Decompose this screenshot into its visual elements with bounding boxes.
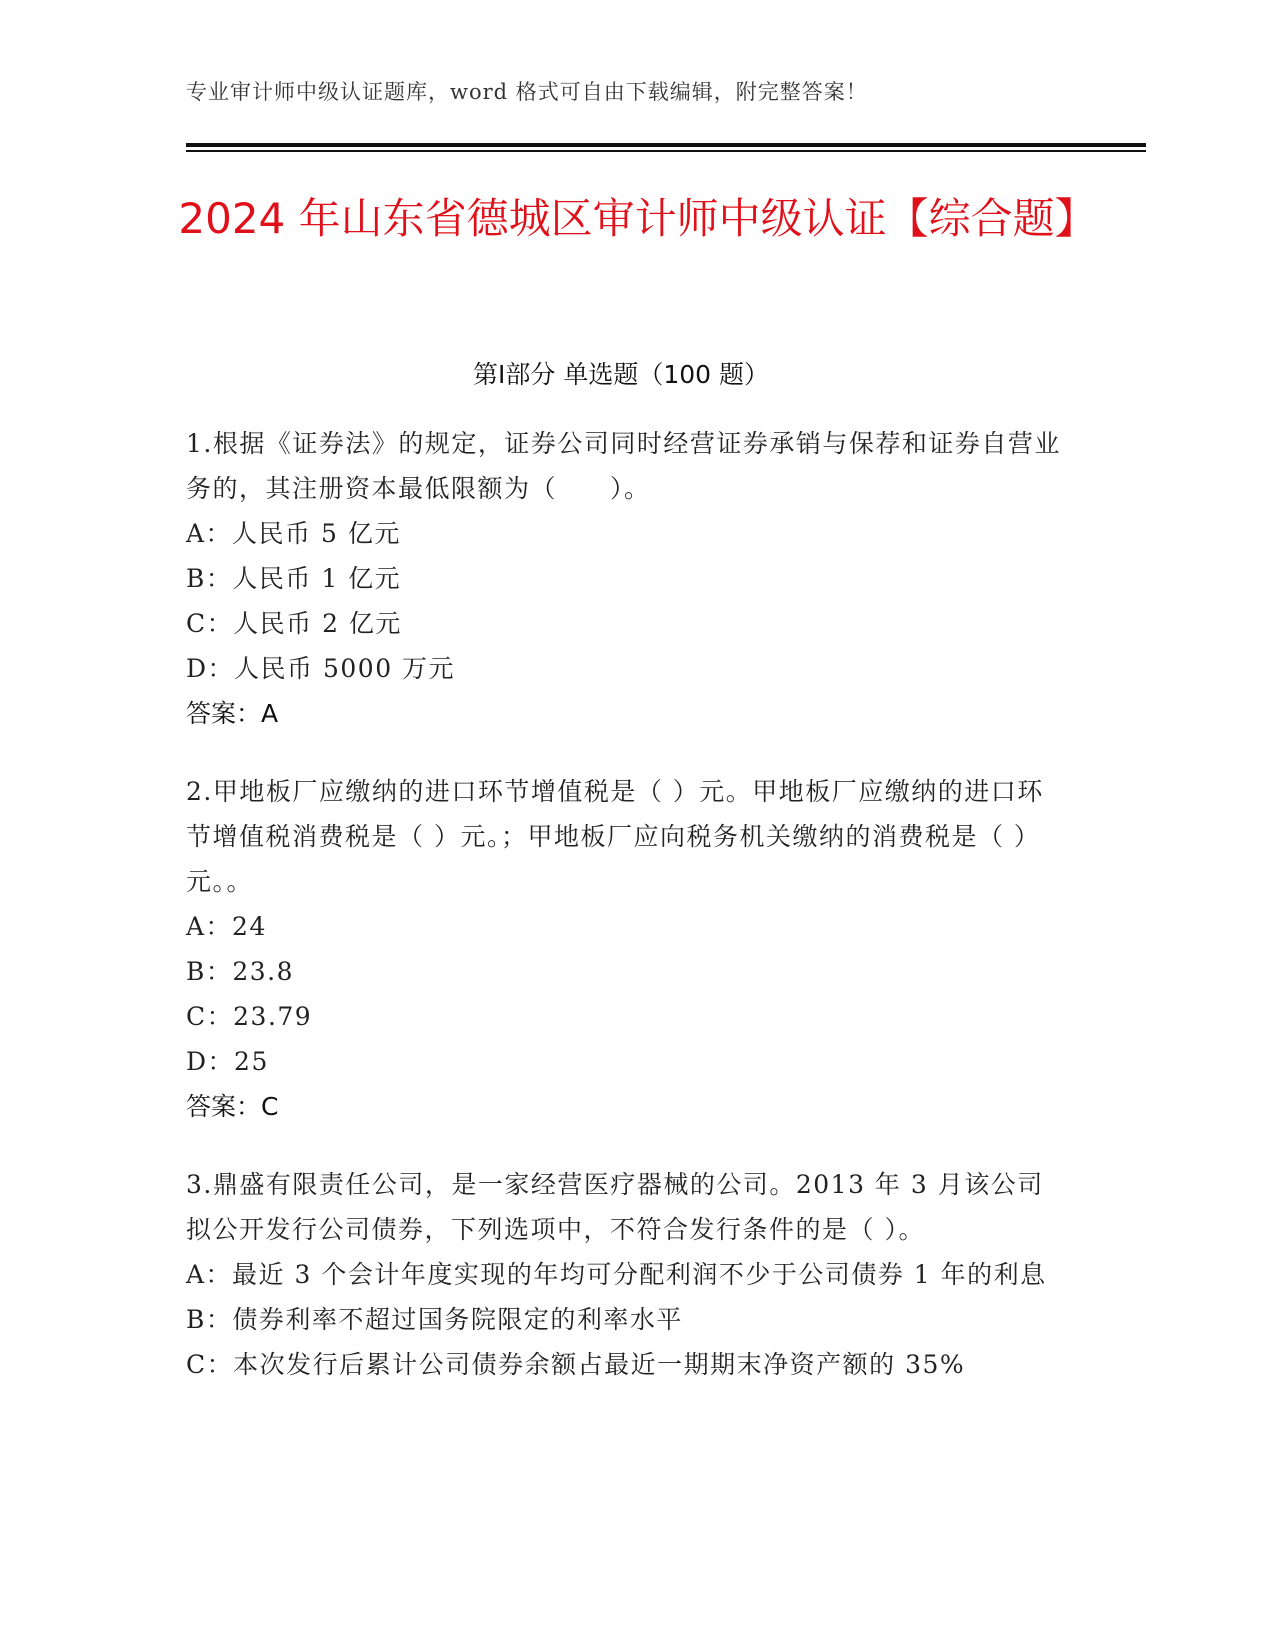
option-c: C：本次发行后累计公司债券余额占最近一期期末净资产额的 35%	[186, 1350, 966, 1379]
option-c: C：人民币 2 亿元	[186, 609, 402, 638]
header-divider-thin	[186, 150, 1146, 152]
answer: 答案：A	[186, 699, 279, 728]
option-a: A：24	[186, 912, 267, 941]
question-text: 2.甲地板厂应缴纳的进口环节增值税是（ ）元。甲地板厂应缴纳的进口环节增值税消费税是（ ）元。；甲地板厂应向税务机关缴纳的消费税是（ ）元。。	[186, 777, 1044, 896]
section-title: 第Ⅰ部分 单选题（100 题）	[473, 360, 769, 389]
question-3	[186, 1162, 1066, 1387]
option-b: B：人民币 1 亿元	[186, 564, 402, 593]
option-b: B：债券利率不超过国务院限定的利率水平	[186, 1305, 683, 1334]
option-a: A：最近 3 个会计年度实现的年均可分配利润不少于公司债券 1 年的利息	[186, 1260, 1047, 1289]
option-a: A：人民币 5 亿元	[186, 519, 401, 548]
document-title: 2024 年山东省德城区审计师中级认证【综合题】	[178, 194, 1097, 243]
answer: 答案：C	[186, 1092, 279, 1121]
question-1	[186, 421, 1066, 736]
option-d: D：人民币 5000 万元	[186, 654, 456, 683]
question-2	[186, 769, 1066, 1129]
header-divider-thick	[186, 143, 1146, 147]
option-d: D：25	[186, 1047, 269, 1076]
question-text: 3.鼎盛有限责任公司，是一家经营医疗器械的公司。2013 年 3 月该公司拟公开发行公司债券，下列选项中，不符合发行条件的是（ ）。	[186, 1170, 1044, 1244]
question-text: 1.根据《证券法》的规定，证券公司同时经营证券承销与保荐和证券自营业务的，其注册资本最低限额为（ ）。	[186, 429, 1061, 503]
option-b: B：23.8	[186, 957, 295, 986]
header-note: 专业审计师中级认证题库，word 格式可自由下载编辑，附完整答案！	[186, 80, 868, 104]
option-c: C：23.79	[186, 1002, 313, 1031]
